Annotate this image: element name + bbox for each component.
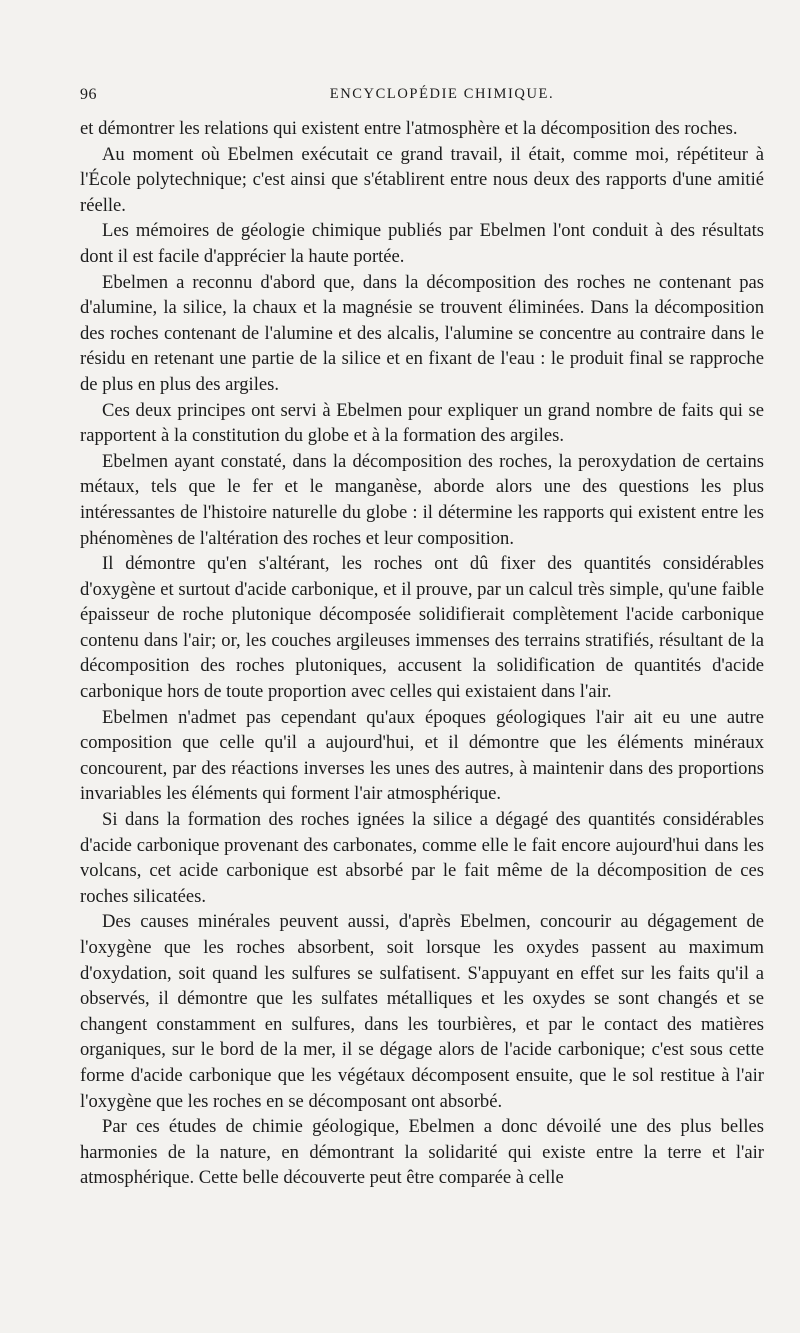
paragraph: Des causes minérales peuvent aussi, d'après Ebelmen, concourir au dégagement de l'oxygène que les roches absorbent, soit lorsque les oxydes passent au maximum d'oxydation, soit quand les sulfures se sulfatisent. S'appuyant en effet sur les faits qu'il a observés, il démontre que les sulfates métalliques et les oxydes se sont changés et se changent constamment en sulfures, dans les tourbières, et par le contact des matières organiques, sur le bord de la mer, il se dégage alors de l'acide carbonique; c'est sous cette forme d'acide carbonique que les végétaux décomposent ensuite, que le sol restitue à l'air l'oxygène que les roches en se décomposant ont absorbé. [80, 911, 764, 1112]
paragraph: Par ces études de chimie géologique, Ebelmen a donc dévoilé une des plus belles harmonies de la nature, en démontrant la solidarité qui existe entre la terre et l'air atmosphérique. Cette belle découverte peut être comparée à celle [80, 1116, 764, 1189]
paragraph: Ebelmen n'admet pas cependant qu'aux époques géologiques l'air ait eu une autre composition que celle qu'il a aujourd'hui, et il démontre que les éléments minéraux concourent, par des réactions inverses les unes des autres, à maintenir dans des proportions invariables les éléments qui forment l'air atmosphérique. [80, 706, 764, 805]
paragraph: Ebelmen a reconnu d'abord que, dans la décomposition des roches ne contenant pas d'alumine, la silice, la chaux et la magnésie se trouvent éliminées. Dans la décomposition des roches contenant de l'alumine et des alcalis, l'alumine se concentre au contraire dans le résidu en retenant une partie de la silice et en fixant de l'eau : le produit final se rapproche de plus en plus des argiles. [80, 271, 764, 395]
paragraph: Si dans la formation des roches ignées la silice a dégagé des quantités considérables d'acide carbonique provenant des carbonates, comme elle le fait encore aujourd'hui dans les volcans, cet acide carbonique est absorbé par le fait même de la décomposition de ces roches silicatées. [80, 809, 764, 907]
paragraph: Ebelmen ayant constaté, dans la décomposition des roches, la peroxydation de certains métaux, tels que le fer et le manganèse, aborde alors une des questions les plus intéressantes de l'histoire naturelle du globe : il détermine les rapports qui existent entre les phénomènes de l'altération des roches et leur composition. [80, 450, 764, 549]
body-text [80, 116, 764, 1191]
page-header [80, 86, 764, 108]
running-title: ENCYCLOPÉDIE CHIMIQUE. [329, 86, 555, 102]
paragraph: Ces deux principes ont servi à Ebelmen pour expliquer un grand nombre de faits qui se rapportent à la constitution du globe et à la formation des argiles. [80, 399, 764, 447]
page-number: 96 [80, 86, 97, 103]
paragraph: Il démontre qu'en s'altérant, les roches ont dû fixer des quantités considérables d'oxygène et surtout d'acide carbonique, et il prouve, par un calcul très simple, qu'une faible épaisseur de roche plutonique décomposée solidifierait complètement l'acide carbonique contenu dans l'air; or, les couches argileuses immenses des terrains stratifiés, résultant de la décomposition des roches plutoniques, accusent la solidification de quantités d'acide carbonique hors de toute proportion avec celles qui existaient dans l'air. [80, 553, 764, 703]
paragraph: et démontrer les relations qui existent entre l'atmosphère et la décomposition des roches. [80, 118, 738, 139]
paragraph: Les mémoires de géologie chimique publiés par Ebelmen l'ont conduit à des résultats dont il est facile d'apprécier la haute portée. [80, 220, 764, 267]
paragraph: Au moment où Ebelmen exécutait ce grand travail, il était, comme moi, répétiteur à l'École polytechnique; c'est ainsi que s'établirent entre nous deux des rapports d'une amitié réelle. [80, 143, 764, 216]
